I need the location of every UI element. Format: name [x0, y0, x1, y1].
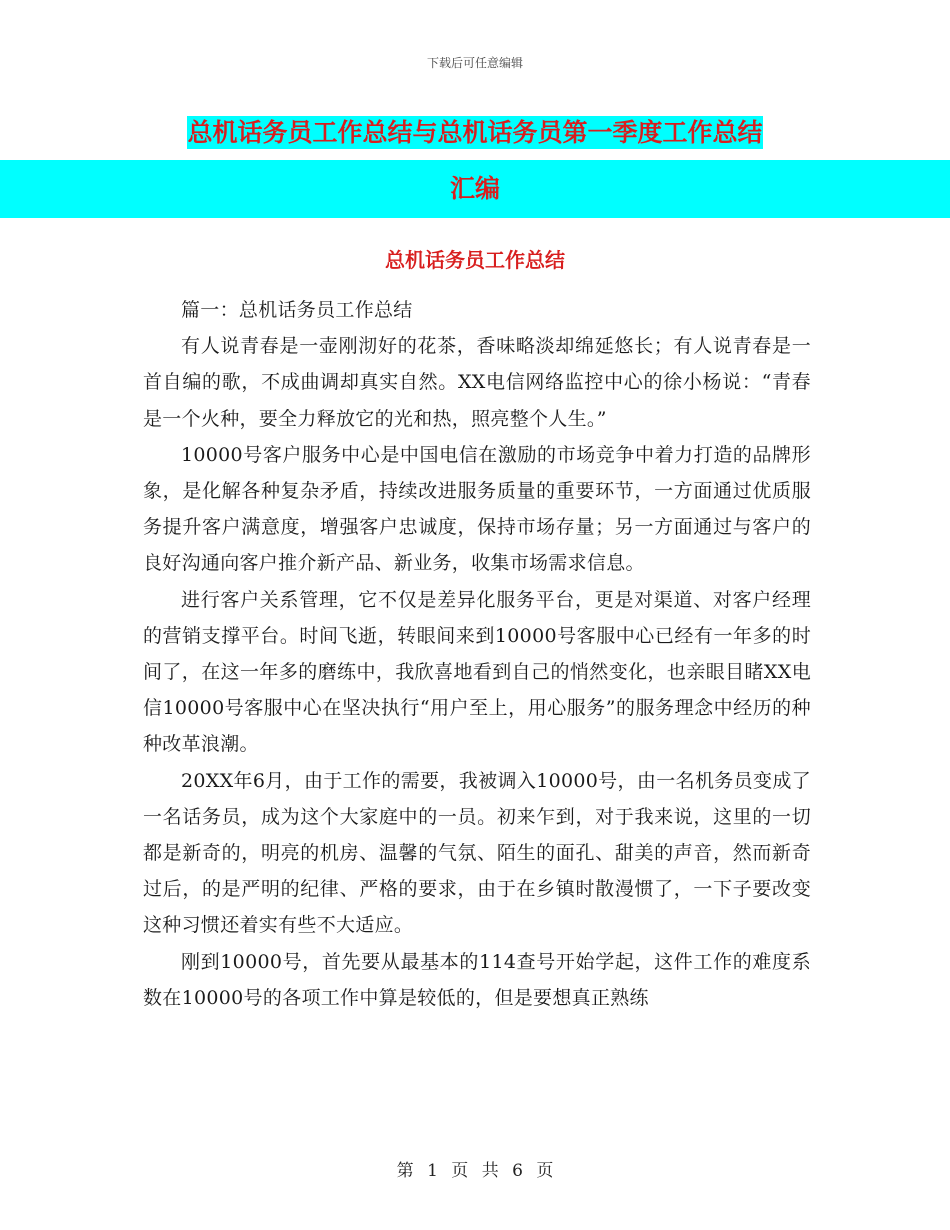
section-title: 总机话务员工作总结: [385, 248, 565, 272]
footer-total-word: 共: [481, 1161, 499, 1181]
paragraph: 10000号客户服务中心是中国电信在激励的市场竞争中着力打造的品牌形象，是化解各种复杂矛盾，持续改进服务质量的重要环节，一方面通过优质服务提升客户满意度，增强客户忠诚度，保持市场存量；另一方面通过与客户的良好沟通向客户推介新产品、新业务，收集市场需求信息。: [143, 443, 811, 575]
header-note: 下载后可任意编辑: [426, 56, 523, 70]
page-footer: [0, 1156, 950, 1181]
paragraph: 20XX年6月，由于工作的需要，我被调入10000号，由一名机务员变成了一名话务员，成为这个大家庭中的一员。初来乍到，对于我来说，这里的一切都是新奇的，明亮的机房、温馨的气氛、陌生的面孔、甜美的声音，然而新奇过后，的是严明的纪律、严格的要求，由于在乡镇时散漫惯了，一下子要改变这种习惯还着实有些不大适应。: [143, 769, 811, 937]
footer-suffix: 页: [536, 1161, 554, 1181]
document-title: [0, 106, 950, 218]
paragraph: 有人说青春是一壶刚沏好的花茶，香味略淡却绵延悠长；有人说青春是一首自编的歌，不成曲调却真实自然。XX电信网络监控中心的徐小杨说：“青春是一个火种，要全力释放它的光和热，照亮整个人生。”: [143, 335, 811, 430]
paragraph: 进行客户关系管理，它不仅是差异化服务平台，更是对渠道、对客户经理的营销支撑平台。时间飞逝，转眼间来到10000号客服中心已经有一年多的时间了，在这一年多的磨练中，我欣喜地看到自己的悄然变化，也亲眼目睹XX电信10000号客服中心在坚决执行“用户至上，用心服务”的服务理念中经历的种种改革浪潮。: [143, 588, 811, 756]
current-page-number: 1: [427, 1161, 438, 1181]
footer-prefix: 第: [396, 1161, 414, 1181]
footer-page-word: 页: [451, 1161, 469, 1181]
document-body: [143, 292, 811, 1016]
paragraph: 刚到10000号，首先要从最基本的114查号开始学起，这件工作的难度系数在10000号的各项工作中算是较低的，但是要想真正熟练: [143, 950, 811, 1009]
title-line-2: 汇编: [449, 174, 500, 203]
title-line-1: 总机话务员工作总结与总机话务员第一季度工作总结: [187, 118, 763, 147]
total-page-number: 6: [512, 1161, 523, 1181]
paragraph: 篇一：总机话务员工作总结: [181, 299, 413, 321]
